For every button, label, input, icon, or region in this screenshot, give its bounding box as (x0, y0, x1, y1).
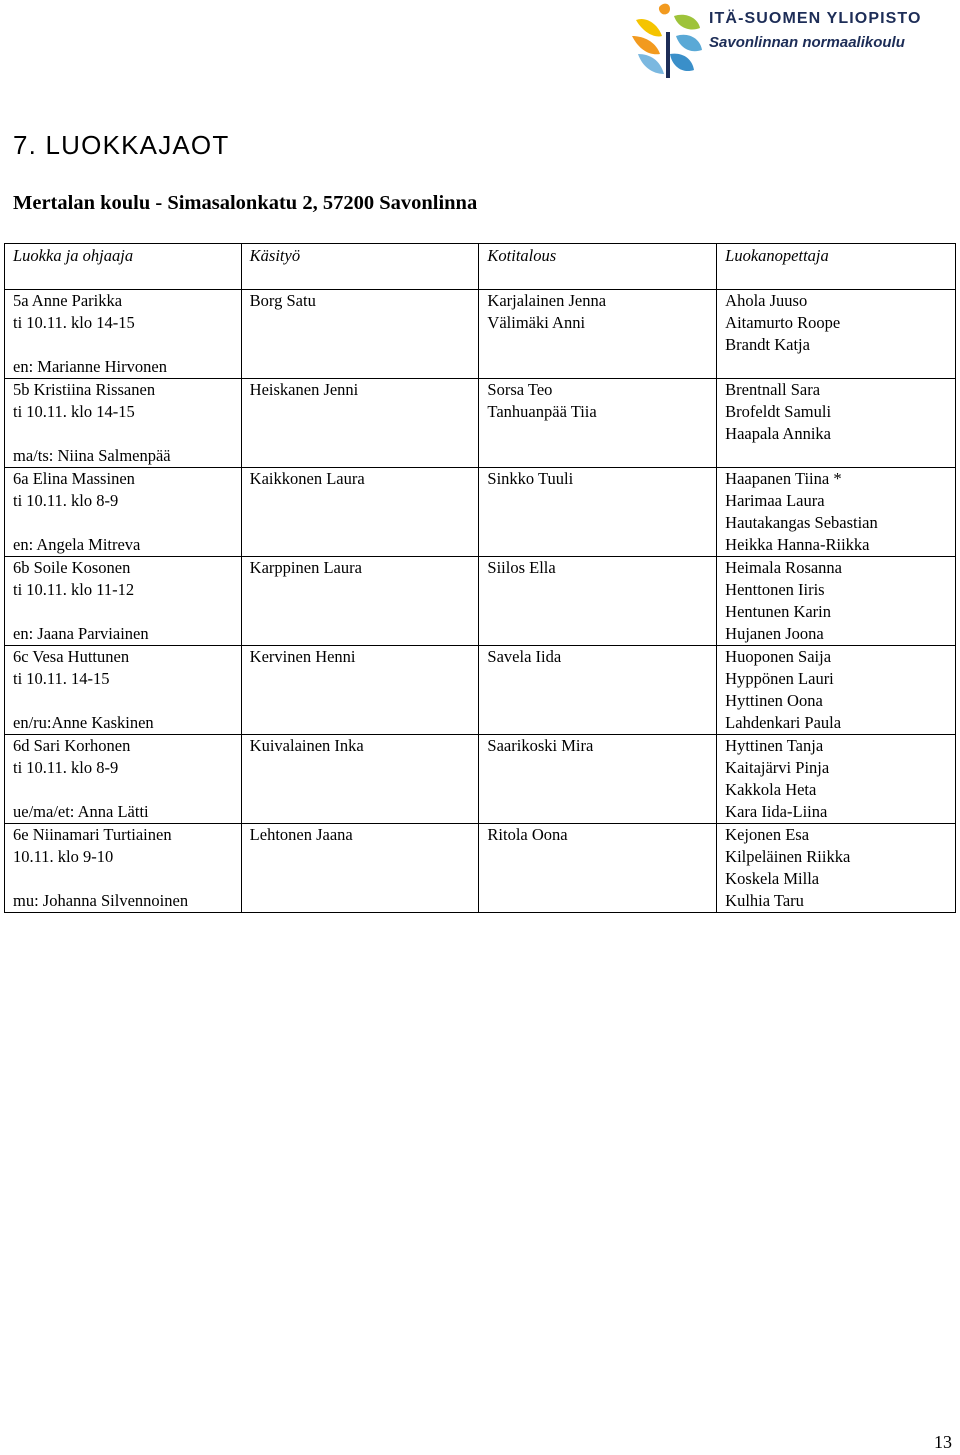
cell-line: Hujanen Joona (725, 624, 824, 643)
cell-line: ti 10.11. klo 14-15 (13, 313, 135, 332)
cell-line: Välimäki Anni (487, 313, 586, 332)
class-cell (5, 290, 242, 379)
cell-line: Sinkko Tuuli (487, 469, 574, 488)
cell-line (13, 601, 233, 623)
cell-line: Tanhuanpää Tiia (487, 402, 597, 421)
class-cell (5, 735, 242, 824)
kasityo-cell (241, 290, 479, 379)
cell-line: mu: Johanna Silvennoinen (13, 891, 189, 910)
cell-line: 10.11. klo 9-10 (13, 847, 114, 866)
cell-line: en/ru:Anne Kaskinen (13, 713, 154, 732)
cell-line: Kejonen Esa (725, 825, 810, 844)
cell-line: Henttonen Iiris (725, 580, 825, 599)
header-class-and-advisor: Luokka ja ohjaaja (5, 244, 242, 290)
cell-line: Hyttinen Tanja (725, 736, 824, 755)
class-cell (5, 557, 242, 646)
cell-line: en: Angela Mitreva (13, 535, 141, 554)
kotitalous-cell (479, 824, 717, 913)
table-row (5, 824, 956, 913)
cell-line: Karjalainen Jenna (487, 291, 607, 310)
cell-line: 6b Soile Kosonen (13, 558, 131, 577)
table-row (5, 290, 956, 379)
school-name: Savonlinnan normaalikoulu (709, 34, 905, 51)
cell-line (13, 512, 233, 534)
table-header-row (5, 244, 956, 290)
cell-line: ti 10.11. klo 14-15 (13, 402, 135, 421)
cell-line: 5a Anne Parikka (13, 291, 123, 310)
cell-line: Hautakangas Sebastian (725, 513, 878, 532)
class-cell (5, 824, 242, 913)
cell-line: Kakkola Heta (725, 780, 817, 799)
cell-line: Ritola Oona (487, 825, 568, 844)
cell-line (13, 690, 233, 712)
kasityo-cell (241, 735, 479, 824)
cell-line: Hentunen Karin (725, 602, 832, 621)
header-kotitalous: Kotitalous (479, 244, 717, 290)
cell-line: Heikka Hanna-Riikka (725, 535, 870, 554)
class-cell (5, 379, 242, 468)
cell-line: ti 10.11. klo 11-12 (13, 580, 135, 599)
opettaja-cell (717, 557, 956, 646)
cell-line: 5b Kristiina Rissanen (13, 380, 156, 399)
kasityo-cell (241, 379, 479, 468)
cell-line: Karppinen Laura (249, 558, 362, 577)
cell-line: ti 10.11. 14-15 (13, 669, 110, 688)
cell-line: Koskela Milla (725, 869, 820, 888)
opettaja-cell (717, 379, 956, 468)
cell-line: Harimaa Laura (725, 491, 825, 510)
table-row (5, 735, 956, 824)
opettaja-cell (717, 735, 956, 824)
cell-line: Siilos Ella (487, 558, 556, 577)
opettaja-cell (717, 824, 956, 913)
cell-line: Huoponen Saija (725, 647, 832, 666)
cell-line: Lahdenkari Paula (725, 713, 842, 732)
kasityo-cell (241, 468, 479, 557)
kotitalous-cell (479, 379, 717, 468)
cell-line: Aitamurto Roope (725, 313, 841, 332)
header-luokanopettaja: Luokanopettaja (717, 244, 956, 290)
kotitalous-cell (479, 646, 717, 735)
cell-line: 6c Vesa Huttunen (13, 647, 130, 666)
university-logo (630, 2, 940, 82)
cell-line: Kara Iida-Liina (725, 802, 828, 821)
cell-line: ma/ts: Niina Salmenpää (13, 446, 171, 465)
page-number: 13 (934, 1432, 952, 1452)
kasityo-cell (241, 824, 479, 913)
university-name: ITÄ-SUOMEN YLIOPISTO (709, 10, 922, 27)
opettaja-cell (717, 468, 956, 557)
class-cell (5, 646, 242, 735)
kotitalous-cell (479, 468, 717, 557)
cell-line: ti 10.11. klo 8-9 (13, 758, 119, 777)
cell-line: Kaitajärvi Pinja (725, 758, 830, 777)
class-cell (5, 468, 242, 557)
cell-line: ue/ma/et: Anna Lätti (13, 802, 149, 821)
cell-line: Kervinen Henni (249, 647, 356, 666)
cell-line: Haapala Annika (725, 424, 832, 443)
kotitalous-cell (479, 290, 717, 379)
table-row (5, 379, 956, 468)
class-assignment-table (4, 243, 956, 913)
cell-line: Kilpeläinen Riikka (725, 847, 851, 866)
cell-line: Saarikoski Mira (487, 736, 594, 755)
cell-line (13, 423, 233, 445)
table-body (5, 290, 956, 913)
cell-line: Hyppönen Lauri (725, 669, 834, 688)
cell-line: Kuivalainen Inka (249, 736, 364, 755)
cell-line: en: Marianne Hirvonen (13, 357, 167, 376)
cell-line: Borg Satu (249, 291, 316, 310)
cell-line: Kulhia Taru (725, 891, 804, 910)
cell-line: en: Jaana Parviainen (13, 624, 149, 643)
cell-line (13, 779, 233, 801)
cell-line: 6e Niinamari Turtiainen (13, 825, 172, 844)
kasityo-cell (241, 646, 479, 735)
cell-line: Heimala Rosanna (725, 558, 843, 577)
school-address-heading: Mertalan koulu - Simasalonkatu 2, 57200 Savonlinna (13, 192, 478, 214)
cell-line: Savela Iida (487, 647, 562, 666)
cell-line: Lehtonen Jaana (249, 825, 353, 844)
cell-line: Sorsa Teo (487, 380, 553, 399)
cell-line: Heiskanen Jenni (249, 380, 359, 399)
opettaja-cell (717, 646, 956, 735)
cell-line: ti 10.11. klo 8-9 (13, 491, 119, 510)
cell-line: Haapanen Tiina * (725, 469, 842, 488)
cell-line (13, 868, 233, 890)
opettaja-cell (717, 290, 956, 379)
cell-line: Ahola Juuso (725, 291, 808, 310)
table-row (5, 557, 956, 646)
kotitalous-cell (479, 557, 717, 646)
cell-line: 6a Elina Massinen (13, 469, 135, 488)
cell-line: Brofeldt Samuli (725, 402, 832, 421)
cell-line: Hyttinen Oona (725, 691, 823, 710)
cell-line: 6d Sari Korhonen (13, 736, 131, 755)
kasityo-cell (241, 557, 479, 646)
cell-line (13, 334, 233, 356)
cell-line: Brentnall Sara (725, 380, 821, 399)
logo-emblem-icon (630, 2, 706, 80)
cell-line: Brandt Katja (725, 335, 810, 354)
kotitalous-cell (479, 735, 717, 824)
header-kasityo: Käsityö (241, 244, 479, 290)
section-title: 7. LUOKKAJAOT (13, 130, 230, 160)
table-row (5, 646, 956, 735)
cell-line: Kaikkonen Laura (249, 469, 365, 488)
table-row (5, 468, 956, 557)
